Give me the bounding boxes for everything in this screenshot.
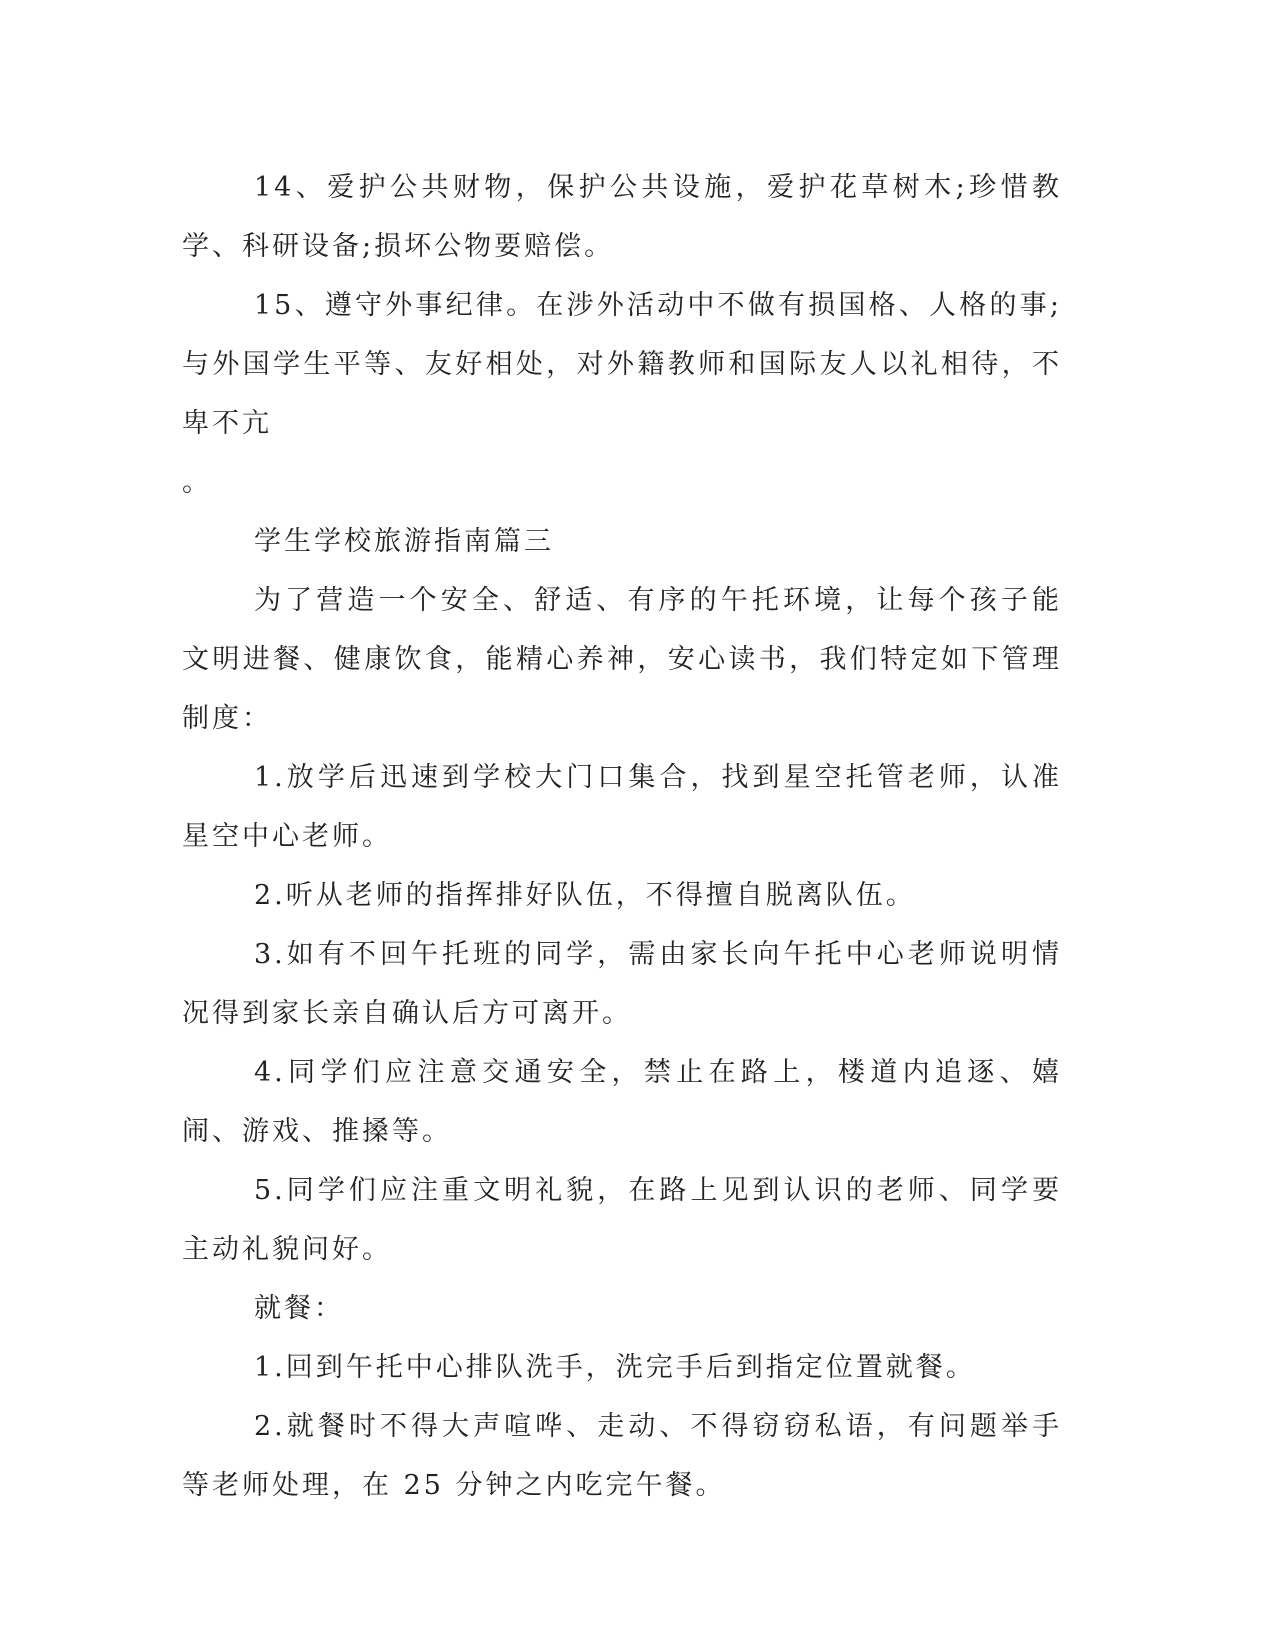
- section-heading: 学生学校旅游指南篇三: [254, 526, 554, 557]
- rule-15-end-punctuation: 。: [182, 467, 212, 498]
- rule-item-4: 4.同学们应注意交通安全，禁止在路上，楼道内追逐、嬉闹、游戏、推搡等。: [182, 1057, 1062, 1147]
- intro-paragraph: 为了营造一个安全、舒适、有序的午托环境，让每个孩子能文明进餐、健康饮食，能精心养神，安心读书，我们特定如下管理制度：: [182, 585, 1062, 734]
- rule-item-1: 1.放学后迅速到学校大门口集合，找到星空托管老师，认准星空中心老师。: [182, 762, 1062, 852]
- document-body: [182, 158, 1062, 1515]
- meal-item-2: 2.就餐时不得大声喧哗、走动、不得窃窃私语，有问题举手等老师处理，在 25 分钟之内吃完午餐。: [182, 1411, 1062, 1501]
- rule-14-paragraph: 14、爱护公共财物，保护公共设施，爱护花草树木;珍惜教学、科研设备;损坏公物要赔偿。: [182, 172, 1062, 262]
- meal-heading: 就餐：: [254, 1293, 344, 1324]
- meal-item-1: 1.回到午托中心排队洗手，洗完手后到指定位置就餐。: [254, 1352, 976, 1383]
- rule-item-2: 2.听从老师的指挥排好队伍，不得擅自脱离队伍。: [254, 880, 916, 911]
- rule-item-3: 3.如有不回午托班的同学，需由家长向午托中心老师说明情况得到家长亲自确认后方可离开。: [182, 939, 1062, 1029]
- rule-15-paragraph: 15、遵守外事纪律。在涉外活动中不做有损国格、人格的事;与外国学生平等、友好相处，对外籍教师和国际友人以礼相待，不卑不亢: [182, 290, 1062, 439]
- rule-item-5: 5.同学们应注重文明礼貌，在路上见到认识的老师、同学要主动礼貌问好。: [182, 1175, 1062, 1265]
